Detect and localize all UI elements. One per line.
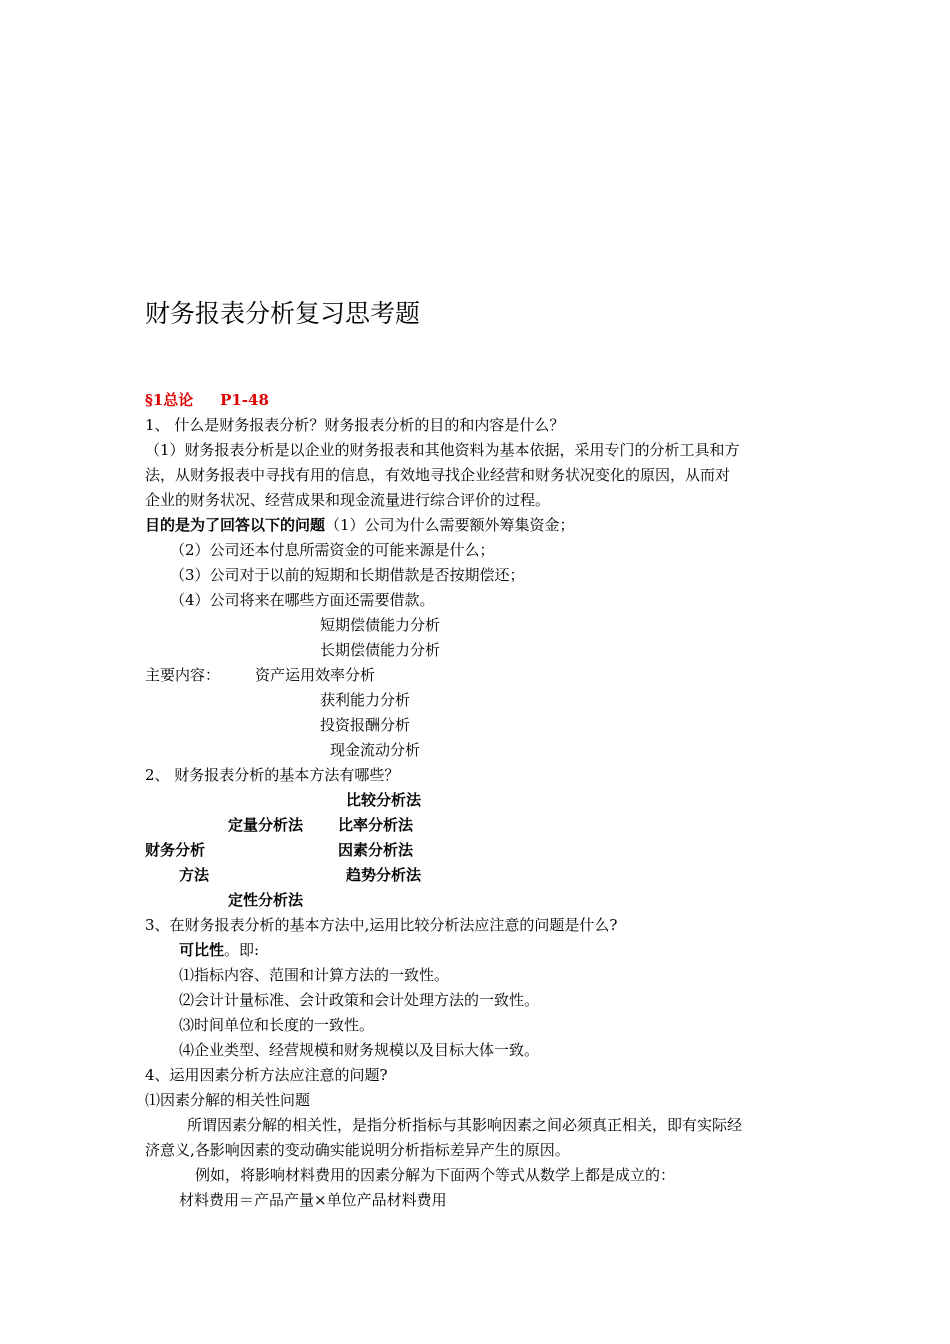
- q4-subheading: ⑴因素分解的相关性问题: [145, 1091, 311, 1109]
- q4-paragraph-line-3: 例如，将影响材料费用的因素分解为下面两个等式从数学上都是成立的：: [195, 1166, 676, 1184]
- document-title: 财务报表分析复习思考题: [145, 299, 421, 328]
- question-1: 1、 什么是财务报表分析？财务报表分析的目的和内容是什么？: [145, 416, 565, 434]
- q3-comparability-rest: 。即:: [224, 941, 260, 959]
- q4-formula: 材料费用＝产品产量×单位产品材料费用: [179, 1191, 447, 1209]
- q1-paragraph-line-1: （1）财务报表分析是以企业的财务报表和其他资料为基本依据，采用专门的分析工具和方: [145, 441, 740, 459]
- method-financial-analysis: 财务分析: [145, 841, 206, 859]
- q1-paragraph-line-3: 企业的财务状况、经营成果和现金流量进行综合评价的过程。: [145, 491, 551, 509]
- method-factor: 因素分析法: [338, 841, 414, 859]
- content-item: 获利能力分析: [320, 691, 411, 709]
- section-heading: [145, 390, 269, 410]
- method-trend: 趋势分析法: [346, 866, 422, 884]
- content-item: 现金流动分析: [330, 741, 421, 759]
- section-pages: P1-48: [220, 391, 269, 409]
- content-item: 长期偿债能力分析: [320, 641, 441, 659]
- method-label: 方法: [179, 866, 210, 884]
- q1-purpose-item-4: （4）公司将来在哪些方面还需要借款。: [170, 591, 435, 609]
- q3-item: ⑷企业类型、经营规模和财务规模以及目标大体一致。: [179, 1041, 540, 1059]
- content-item: 资产运用效率分析: [255, 666, 376, 684]
- q3-comparability-bold: 可比性: [179, 941, 225, 959]
- q4-paragraph-line-1: 所谓因素分解的相关性，是指分析指标与其影响因素之间必须真正相关，即有实际经: [187, 1116, 743, 1134]
- q3-comparability-line: [179, 940, 259, 960]
- question-3: 3、在财务报表分析的基本方法中,运用比较分析法应注意的问题是什么?: [145, 916, 618, 934]
- q1-purpose-item-1: （1）公司为什么需要额外筹集资金；: [325, 516, 575, 534]
- question-4: 4、运用因素分析方法应注意的问题?: [145, 1066, 388, 1084]
- q1-purpose-line: [145, 515, 575, 535]
- q3-item: ⑴指标内容、范围和计算方法的一致性。: [179, 966, 450, 984]
- question-2: 2、 财务报表分析的基本方法有哪些？: [145, 766, 400, 784]
- q4-paragraph-line-2: 济意义,各影响因素的变动确实能说明分析指标差异产生的原因。: [145, 1141, 570, 1159]
- q3-item: ⑵会计计量标准、会计政策和会计处理方法的一致性。: [179, 991, 540, 1009]
- method-comparison: 比较分析法: [346, 791, 422, 809]
- method-ratio: 比率分析法: [338, 816, 414, 834]
- method-quantitative: 定量分析法: [228, 816, 304, 834]
- content-item: 投资报酬分析: [320, 716, 411, 734]
- q1-purpose-item-3: （3）公司对于以前的短期和长期借款是否按期偿还；: [170, 566, 525, 584]
- q1-purpose-item-2: （2）公司还本付息所需资金的可能来源是什么；: [170, 541, 495, 559]
- content-label: 主要内容：: [145, 666, 221, 684]
- section-label: §1总论: [145, 391, 194, 409]
- q1-purpose-bold: 目的是为了回答以下的问题: [145, 516, 326, 534]
- q3-item: ⑶时间单位和长度的一致性。: [179, 1016, 375, 1034]
- content-item: 短期偿债能力分析: [320, 616, 441, 634]
- q1-paragraph-line-2: 法，从财务报表中寻找有用的信息，有效地寻找企业经营和财务状况变化的原因，从而对: [145, 466, 731, 484]
- method-qualitative: 定性分析法: [228, 891, 304, 909]
